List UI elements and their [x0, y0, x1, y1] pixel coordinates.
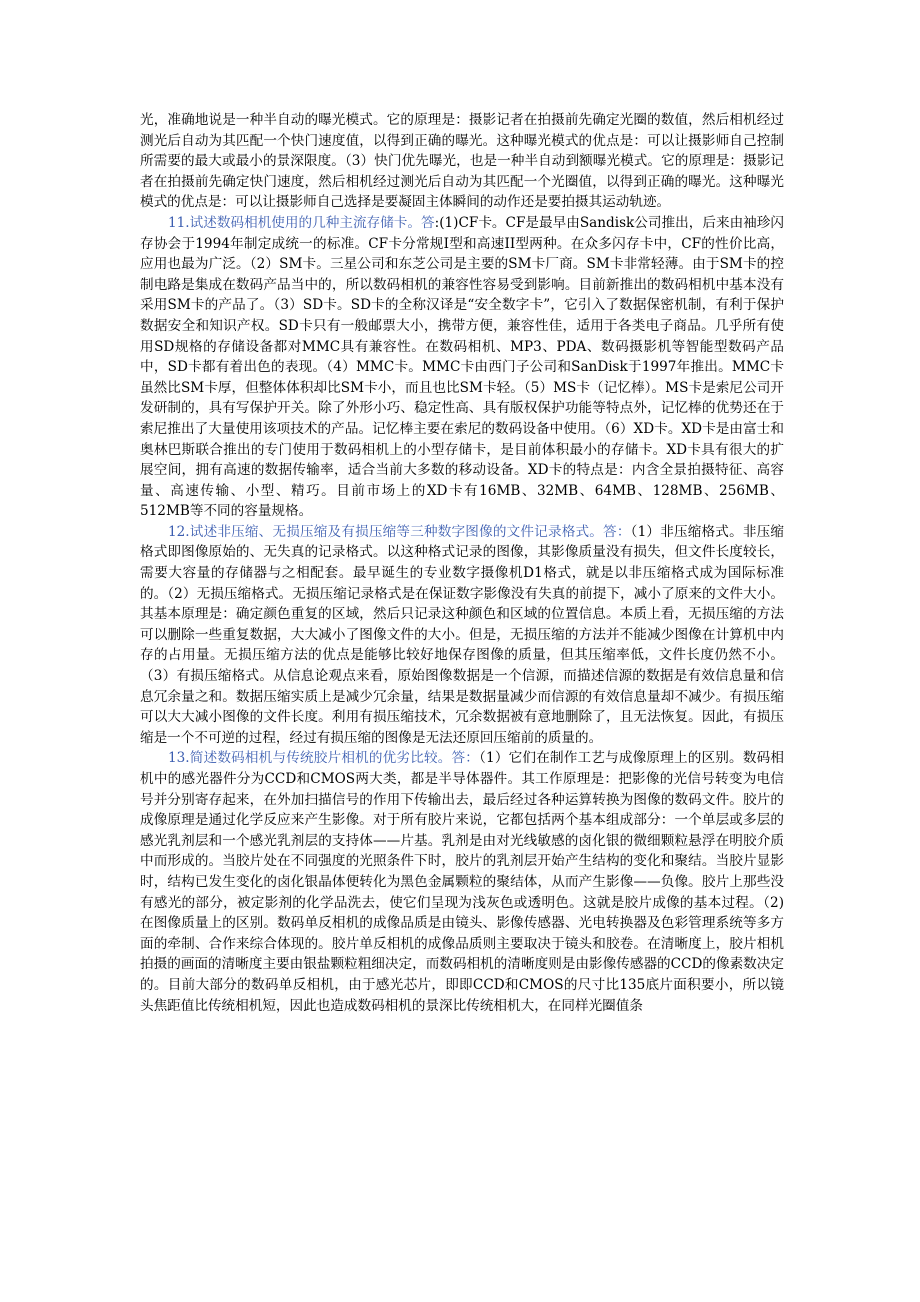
paragraph-q12: [140, 522, 784, 749]
question-heading-13: 13.简述数码相机与传统胶片相机的优劣比较。答：: [168, 750, 480, 767]
document-page: [140, 110, 784, 1016]
answer-text-13: （1）它们在制作工艺与成像原理上的区别。数码相机中的感光器件分为CCD和CMOS两大类，都是半导体器件。其工作原理是：把影像的光信号转变为电信号并分别寄存起来，在外加扫描信号的作用下传输出去，最后经过各种运算转换为图像的数码文件。胶片的成像原理是通过化学反应来产生影像。对于所有胶片来说，它都包括两个基本组成部分：一个单层或多层的感光乳剂层和一个感光乳剂层的支持体——片基。乳剂是由对光线敏感的卤化银的微细颗粒悬浮在明胶介质中而形成的。当胶片处在不同强度的光照条件下时，胶片的乳剂层开始产生结构的变化和聚结。当胶片显影时，结构已发生变化的卤化银晶体便转化为黑色金属颗粒的聚结体，从而产生影像——负像。胶片上那些没有感光的部分，被定影剂的化学品洗去，使它们呈现为浅灰色或透明色。这就是胶片成像的基本过程。（2)在图像质量上的区别。数码单反相机的成像品质是由镜头、影像传感器、光电转换器及色彩管理系统等多方面的牵制、合作来综合体现的。胶片单反相机的成像品质则主要取决于镜头和胶卷。在清晰度上，胶片相机拍摄的画面的清晰度主要由银盐颗粒粗细决定，而数码相机的清晰度则是由影像传感器的CCD的像素数决定的。目前大部分的数码单反相机，由于感光芯片，即即CCD和CMOS的尺寸比135底片面积要小，所以镜头焦距值比传统相机短，因此也造成数码相机的景深比传统相机大，在同样光圈值条: [140, 750, 784, 1014]
paragraph-continuation: [140, 110, 784, 213]
question-heading-12: 12.试述非压缩、无损压缩及有损压缩等三种数字图像的文件记录格式。答：: [168, 523, 631, 540]
answer-text-11: :(1)CF卡。CF是最早由Sandisk公司推出，后来由袖珍闪存协会于1994年制定成统一的标准。CF卡分常规I型和高速II型两种。在众多闪存卡中，CF的性价比高，应用也最为广泛。（2）SM卡。三星公司和东芝公司是主要的SM卡厂商。SM卡非常轻薄。由于SM卡的控制电路是集成在数码产品当中的，所以数码相机的兼容性容易受到影响。目前新推出的数码相机中基本没有采用SM卡的产品了。（3）SD卡。SD卡的全称汉译是“安全数字卡”，它引入了数据保密机制，有利于保护数据安全和知识产权。SD卡只有一般邮票大小，携带方便，兼容性佳，适用于各类电子商品。几乎所有使用SD规格的存储设备都对MMC具有兼容性。在数码相机、MP3、PDA、数码摄影机等智能型数码产品中，SD卡都有着出色的表现。（4）MMC卡。MMC卡由西门子公司和SanDisk于1997年推出。MMC卡虽然比SM卡厚，但整体体积却比SM卡小，而且也比SM卡轻。（5）MS卡（记忆棒）。MS卡是索尼公司开发研制的，具有写保护开关。除了外形小巧、稳定性高、具有版权保护功能等特点外，记忆棒的优势还在于索尼推出了大量使用该项技术的产品。记忆棒主要在索尼的数码设备中使用。（6）XD卡。XD卡是由富士和奥林巴斯联合推出的专门使用于数码相机上的小型存储卡，是目前体积最小的存储卡。XD卡具有很大的扩展空间，拥有高速的数据传输率，适合当前大多数的移动设备。XD卡的特点是：内含全景拍摄特征、高容量、高速传输、小型、精巧。目前市场上的XD卡有16MB、32MB、64MB、128MB、256MB、512MB等不同的容量规格。: [140, 214, 784, 520]
paragraph-body: 光，准确地说是一种半自动的曝光模式。它的原理是：摄影记者在拍摄前先确定光圈的数值，然后相机经过测光后自动为其匹配一个快门速度值，以得到正确的曝光。这种曝光模式的优点是：可以让摄影师自己控制所需要的最大或最小的景深限度。（3）快门优先曝光，也是一种半自动到额曝光模式。它的原理是：摄影记者在拍摄前先确定快门速度，然后相机经过测光后自动为其匹配一个光圈值，以得到正确的曝光。这种曝光模式的优点是：可以让摄影师自己选择是要凝固主体瞬间的动作还是要拍摄其运动轨迹。: [140, 112, 784, 211]
paragraph-q11: [140, 213, 784, 522]
question-heading-11: 11.试述数码相机使用的几种主流存储卡。答: [168, 214, 435, 231]
paragraph-q13: [140, 748, 784, 1016]
answer-text-12: （1）非压缩格式。非压缩格式即图像原始的、无失真的记录格式。以这种格式记录的图像，其影像质量没有损失，但文件长度较长，需要大容量的存储器与之相配套。最早诞生的专业数字摄像机D1格式，就是以非压缩格式成为国际标准的。（2）无损压缩格式。无损压缩记录格式是在保证数字影像没有失真的前提下，减小了原来的文件大小。其基本原理是：确定颜色重复的区域，然后只记录这种颜色和区域的位置信息。本质上看，无损压缩的方法可以删除一些重复数据，大大减小了图像文件的大小。但是，无损压缩的方法并不能减少图像在计算机中内存的占用量。无损压缩方法的优点是能够比较好地保存图像的质量，但其压缩率低，文件长度仍然不小。（3）有损压缩格式。从信息论观点来看，原始图像数据是一个信源，而描述信源的数据是有效信息量和信息冗余量之和。数据压缩实质上是减少冗余量，结果是数据量减少而信源的有效信息量却不减少。有损压缩可以大大减小图像的文件长度。利用有损压缩技术，冗余数据被有意地删除了，且无法恢复。因此，有损压缩是一个不可逆的过程，经过有损压缩的图像是无法还原回压缩前的质量的。: [140, 523, 784, 746]
